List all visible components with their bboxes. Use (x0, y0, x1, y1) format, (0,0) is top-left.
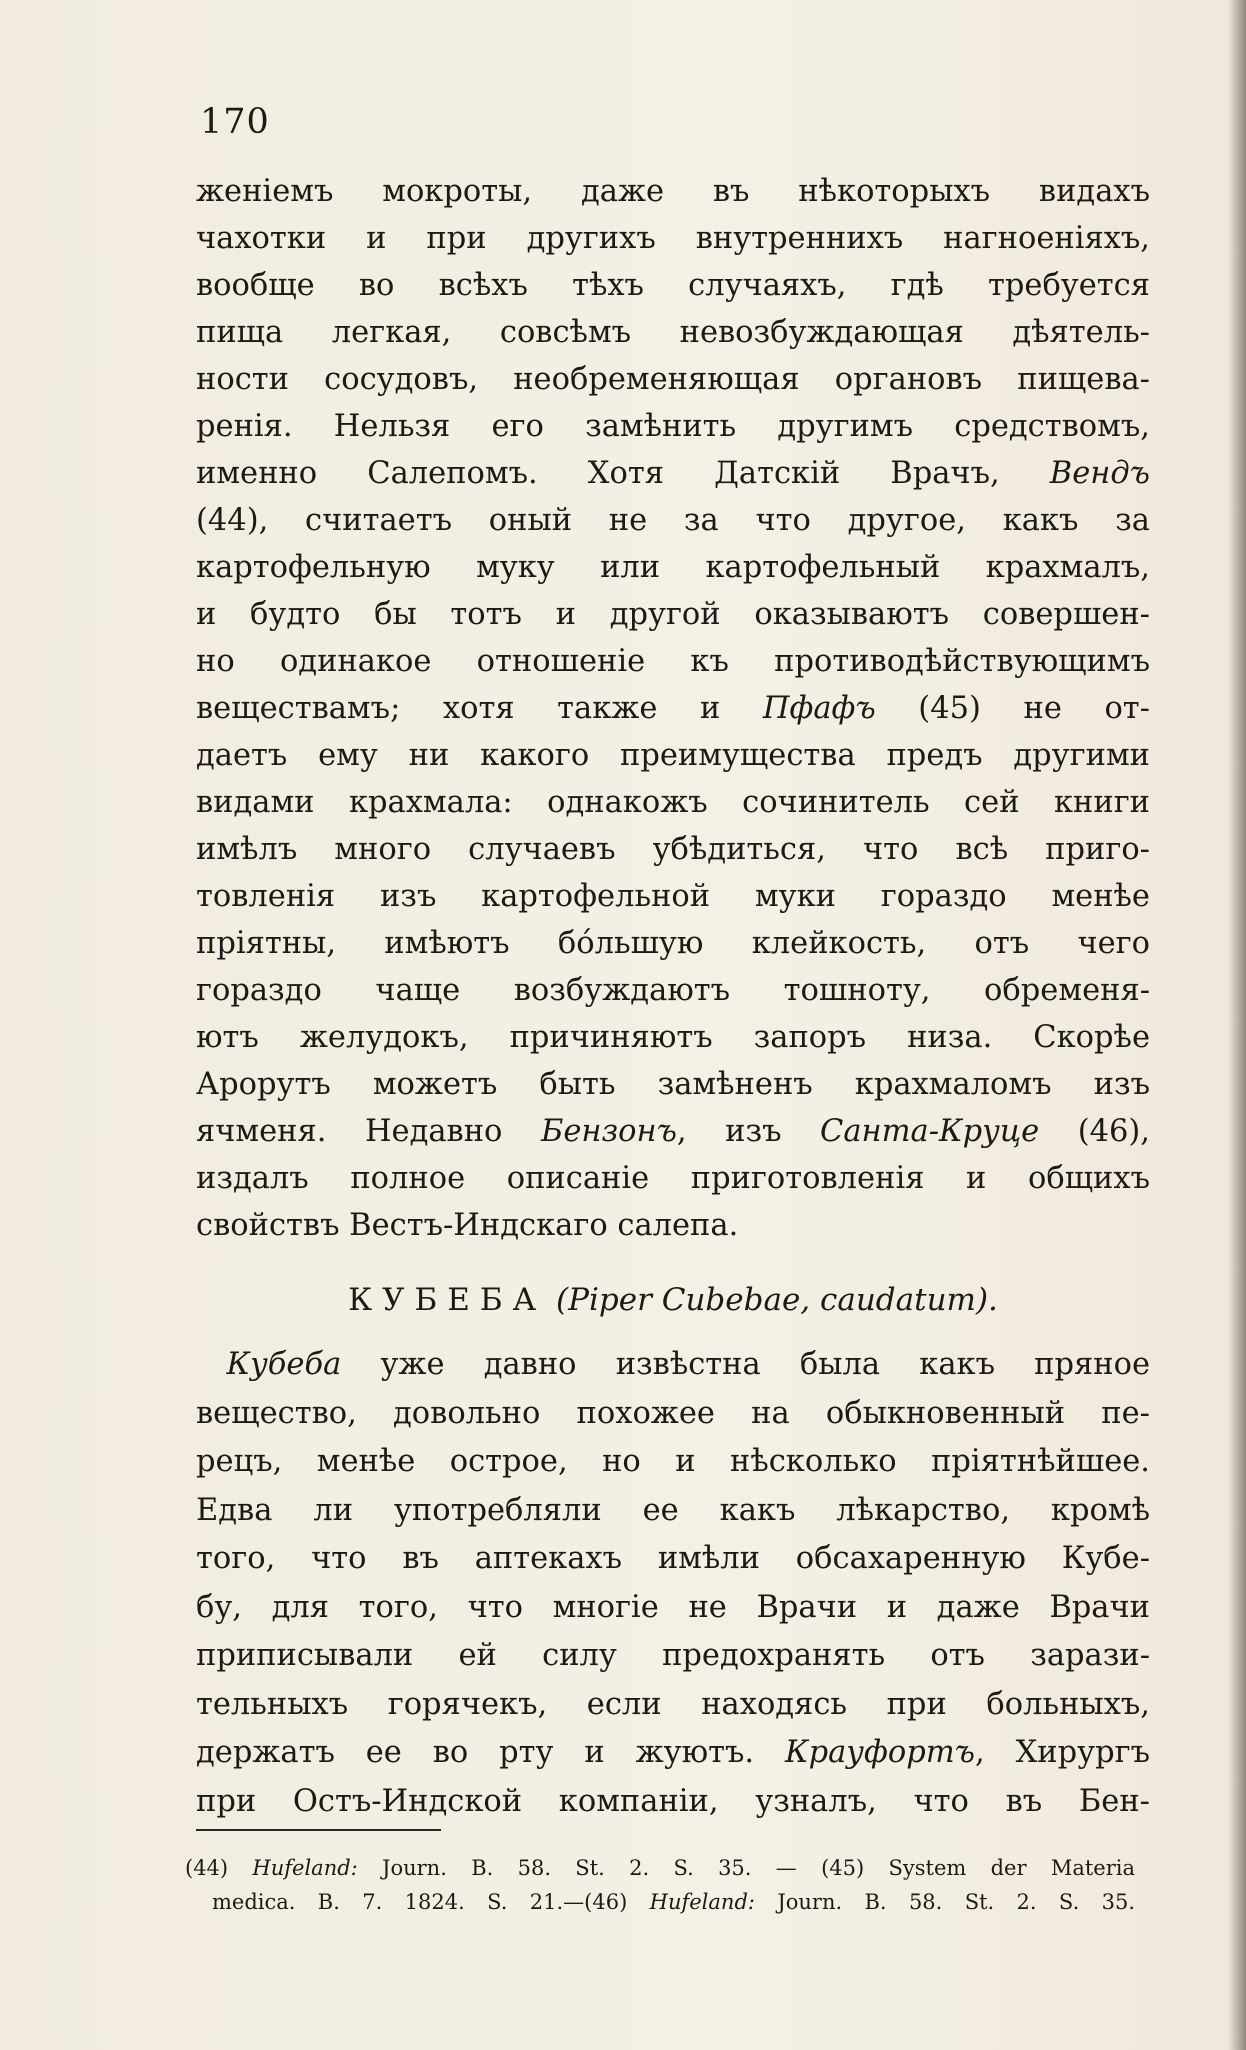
text-line: вещество, довольно похожее на обыкновенный пе- (196, 1395, 1150, 1431)
text-segment: Journ. B. 58. St. 2. S. 35. — (45) System der Materia (357, 1856, 1135, 1880)
text-line (196, 450, 1150, 497)
text-line: бу, для того, что многіе не Врачи и даже Врачи (196, 1589, 1150, 1625)
page-number: 170 (200, 102, 270, 142)
text-segment: уже давно извѣстна была какъ пряное (341, 1347, 1150, 1382)
text-line (196, 685, 1150, 732)
author-name-pfaf: Пфафъ (762, 691, 876, 726)
text-line: пища легкая, совсѣмъ невозбуждающая дѣятель- (196, 315, 1150, 350)
text-line: ютъ желудокъ, причиняютъ запоръ низа. Скорѣе (196, 1020, 1150, 1055)
text-line: имѣлъ много случаевъ убѣдиться, что всѣ приго- (196, 832, 1150, 867)
text-line: пріятны, имѣютъ бо́льшую клейкость, отъ чего (196, 926, 1150, 961)
text-segment: (46), (1039, 1114, 1150, 1149)
text-segment: (44) (185, 1856, 253, 1880)
text-line: Арорутъ можетъ быть замѣненъ крахмаломъ изъ (196, 1067, 1150, 1102)
text-line (196, 1108, 1150, 1155)
text-segment: , Хирургъ (975, 1735, 1150, 1770)
text-line: приписывали ей силу предохранять отъ зарази- (196, 1638, 1150, 1673)
author-name-benzon: Бензонъ (540, 1114, 677, 1149)
heading-title: КУБЕБА (348, 1282, 547, 1318)
text-line: но одинакое отношеніе къ противодѣйствующимъ (196, 644, 1150, 679)
text-segment: именно Салепомъ. Хотя Датскій Врачъ, (196, 456, 1050, 491)
text-segment: ячменя. Недавно (196, 1114, 541, 1149)
text-line: тельныхъ горячекъ, если находясь при больныхъ, (196, 1686, 1150, 1722)
text-line: чахотки и при другихъ внутреннихъ нагноеніяхъ, (196, 221, 1150, 256)
text-line: издалъ полное описаніе приготовленія и общихъ (196, 1161, 1150, 1196)
footnote-author: Hufeland: (649, 1890, 755, 1914)
text-line: картофельную муку или картофельный крахмалъ, (196, 550, 1150, 585)
footnote-author: Hufeland: (252, 1856, 358, 1880)
footnote-line (185, 1885, 1135, 1919)
text-line (196, 1729, 1150, 1778)
footnote-line (185, 1851, 1135, 1885)
text-line: гораздо чаще возбуждаютъ тошноту, обременя- (196, 973, 1150, 1008)
text-line: даетъ ему ни какого преимущества предъ другими (196, 738, 1150, 773)
text-line: вообще во всѣхъ тѣхъ случаяхъ, гдѣ требуется (196, 268, 1150, 303)
text-segment: веществамъ; хотя также и (196, 691, 763, 726)
text-line: товленія изъ картофельной муки гораздо менѣе (196, 879, 1150, 914)
author-name-vend: Вендъ (1049, 456, 1150, 491)
text-line: ности сосудовъ, необременяющая органовъ пищева- (196, 362, 1150, 397)
text-segment: держатъ ее во рту и жуютъ. (196, 1735, 785, 1770)
footnote-divider (196, 1829, 441, 1831)
footnotes (185, 1851, 1135, 1919)
term-kubeba: Кубеба (226, 1347, 342, 1382)
section-heading (196, 1277, 1150, 1323)
text-line: и будто бы тотъ и другой оказываютъ совершен- (196, 597, 1150, 632)
text-line: ренія. Нельзя его замѣнить другимъ средствомъ, (196, 409, 1150, 444)
main-paragraph (196, 168, 1150, 1249)
text-line: при Остъ-Индской компаніи, узналъ, что въ Бен- (196, 1783, 1150, 1819)
text-segment: , изъ (676, 1114, 820, 1149)
text-line: того, что въ аптекахъ имѣли обсахаренную Кубе- (196, 1541, 1150, 1576)
place-name-santa-cruz: Санта-Круце (820, 1114, 1040, 1149)
text-line: Едва ли употребляли ее какъ лѣкарство, кромѣ (196, 1492, 1150, 1528)
text-line: женіемъ мокроты, даже въ нѣкоторыхъ видахъ (196, 174, 1150, 209)
text-line: видами крахмала: однакожъ сочинитель сей книги (196, 785, 1150, 820)
text-line: свойствъ Вестъ-Индскаго салепа. (196, 1208, 739, 1243)
text-line (196, 1341, 1150, 1390)
text-segment: medica. B. 7. 1824. S. 21.—(46) (212, 1890, 650, 1914)
page-edge-shadow (1228, 0, 1246, 2050)
text-line: (44), считаетъ оный не за что другое, какъ за (196, 503, 1150, 538)
text-segment: Journ. B. 58. St. 2. S. 35. (754, 1890, 1135, 1914)
text-segment: (45) не от- (875, 691, 1150, 726)
cubeba-paragraph (196, 1341, 1150, 1826)
author-name-krauford: Крауфортъ (784, 1735, 975, 1770)
heading-latin-name: (Piper Cubebae, caudatum). (556, 1282, 998, 1318)
text-line: рецъ, менѣе острое, но и нѣсколько пріятнѣйшее. (196, 1444, 1150, 1479)
